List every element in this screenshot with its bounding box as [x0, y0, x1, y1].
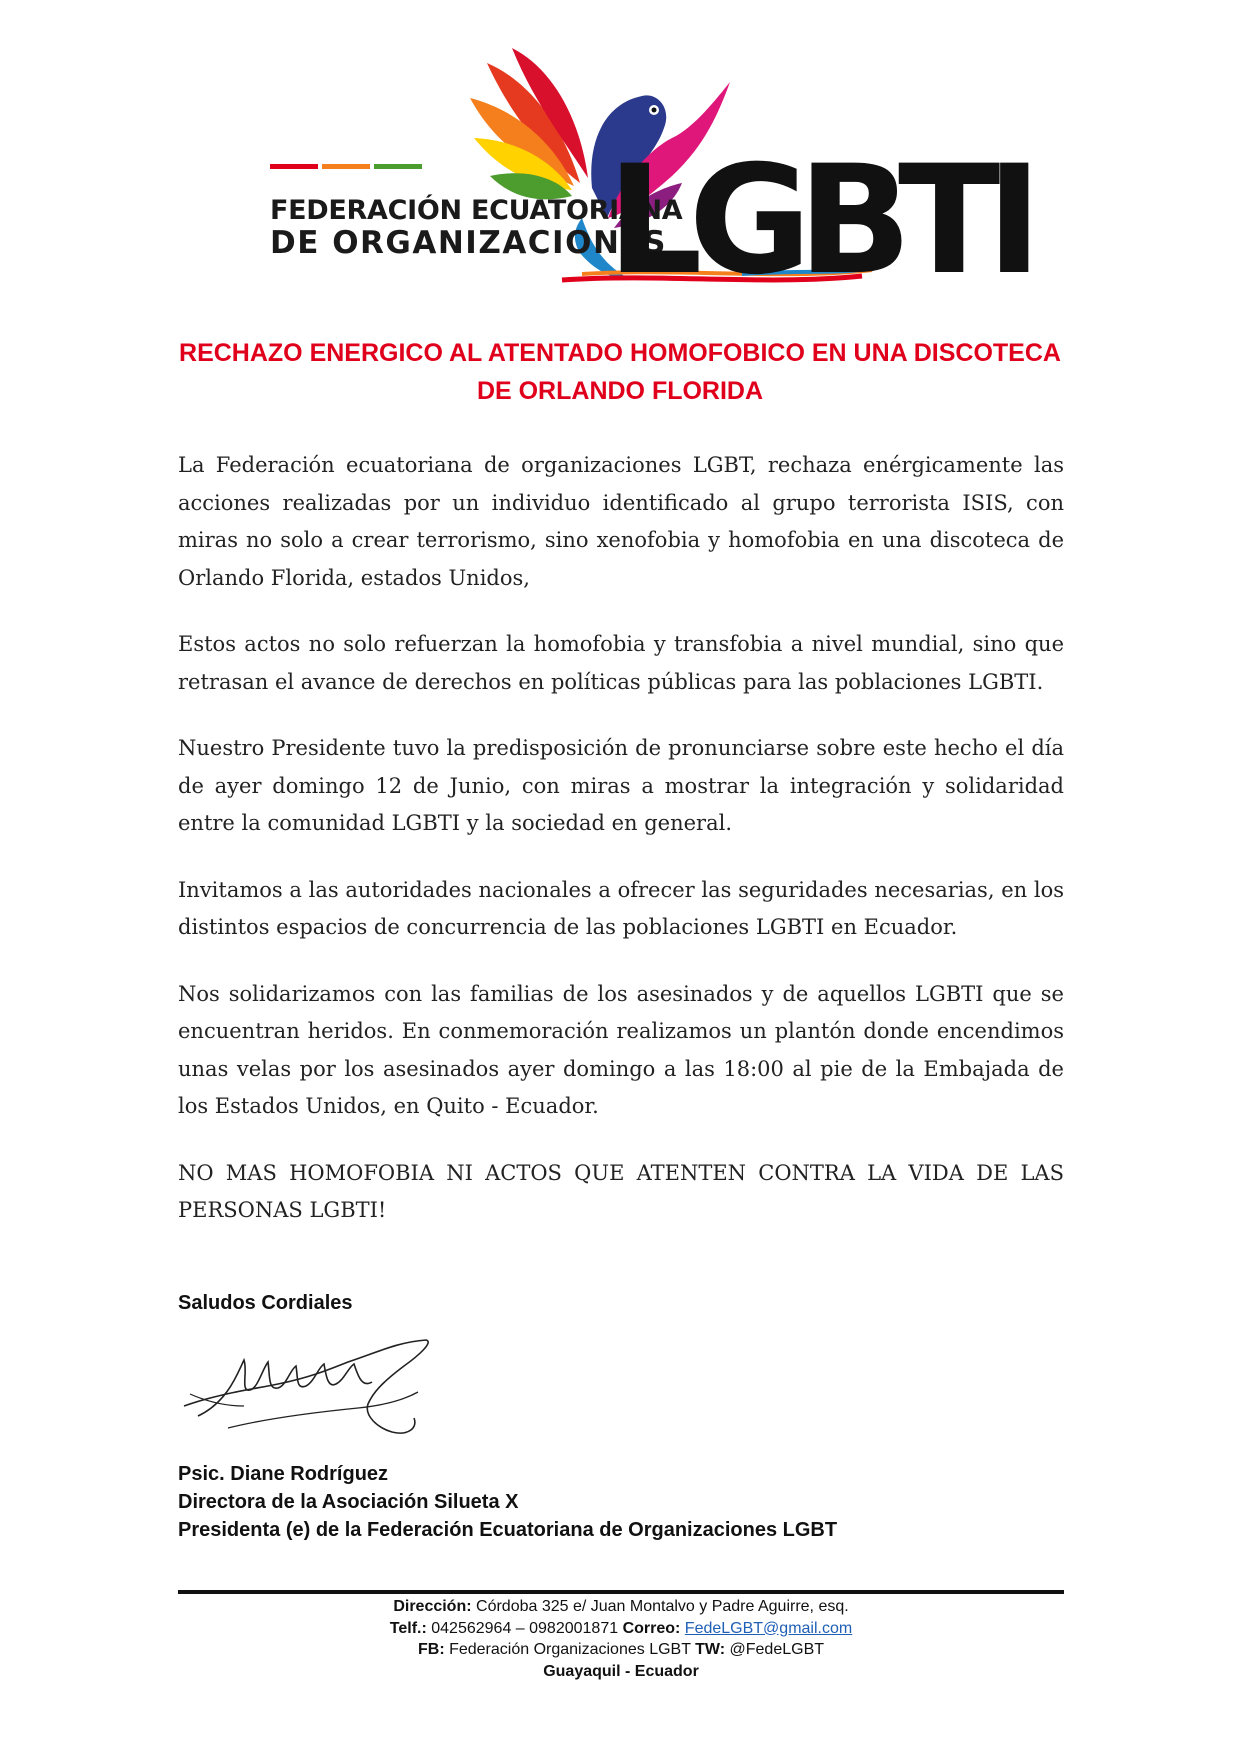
- footer-city-line: [178, 1661, 1064, 1683]
- footer-address-line: [178, 1596, 1064, 1618]
- email-link[interactable]: FedeLGBT@gmail.com: [684, 1619, 853, 1637]
- document-title-line1: RECHAZO ENERGICO AL ATENTADO HOMOFOBICO EN UNA DISCOTECA: [179, 339, 1061, 367]
- city-value: Guayaquil - Ecuador: [543, 1662, 699, 1680]
- paragraph-1: La Federación ecuatoriana de organizaciones LGBT, rechaza enérgicamente las acciones realizadas por un individuo identificado al grupo terrorista ISIS, con miras no solo a crear terrorismo, sino xenofobia y homofobia en una discoteca de Orlando Florida, estados Unidos,: [178, 453, 1064, 590]
- organization-name-line2: DE ORGANIZACIONES: [270, 225, 667, 262]
- organization-logo: [262, 18, 1029, 318]
- signer-name: Psic. Diane Rodríguez: [178, 1463, 389, 1485]
- twitter-value: @FedeLGBT: [725, 1641, 825, 1658]
- twitter-label: TW:: [695, 1641, 726, 1658]
- paragraph-2: Estos actos no solo refuerzan la homofobia y transfobia a nivel mundial, sino que retrasan el avance de derechos en políticas públicas para las poblaciones LGBTI.: [178, 632, 1064, 694]
- paragraph-6: NO MAS HOMOFOBIA NI ACTOS QUE ATENTEN CONTRA LA VIDA DE LAS PERSONAS LGBTI!: [178, 1160, 1064, 1222]
- paragraph-5: Nos solidarizamos con las familias de los asesinados y de aquellos LGBTI que se encuentran heridos. En conmemoración realizamos un plantón donde encendimos unas velas por los asesinados ayer domingo a las 18:00 al pie de la Embajada de los Estados Unidos, en Quito - Ecuador.: [178, 981, 1064, 1118]
- phone-value: 042562964 – 0982001871: [426, 1619, 623, 1637]
- footer-contact-line: [178, 1618, 1064, 1640]
- paragraph-3: Nuestro Presidente tuvo la predisposición de pronunciarse sobre este hecho el día de ayer domingo 12 de Junio, con miras a mostrar la integración y solidaridad entre la comunidad LGBTI y la sociedad en general.: [178, 736, 1064, 835]
- signature-icon: [178, 1332, 440, 1444]
- logo-acronym: LGBTI: [607, 134, 1029, 308]
- signature-image: [178, 1332, 440, 1444]
- organization-name-line1: FEDERACIÓN ECUATORIANA: [270, 195, 683, 226]
- document-title: [170, 334, 1070, 410]
- facebook-value: Federación Organizaciones LGBT: [444, 1641, 696, 1658]
- signer-role-1: Directora de la Asociación Silueta X: [178, 1491, 519, 1513]
- address-label: Dirección:: [393, 1598, 472, 1615]
- document-title-line2: DE ORLANDO FLORIDA: [476, 377, 764, 405]
- email-label: Correo:: [622, 1619, 681, 1637]
- address-value: Córdoba 325 e/ Juan Montalvo y Padre Aguirre, esq.: [471, 1598, 849, 1615]
- phone-label: Telf.:: [389, 1619, 427, 1637]
- signature-block: [178, 1460, 837, 1544]
- footer-social-line: [178, 1639, 1064, 1661]
- greeting: Saludos Cordiales: [178, 1292, 353, 1314]
- facebook-label: FB:: [417, 1641, 445, 1658]
- footer-divider: [178, 1590, 1064, 1594]
- signer-role-2: Presidenta (e) de la Federación Ecuatoriana de Organizaciones LGBT: [178, 1519, 838, 1541]
- footer: [178, 1596, 1064, 1682]
- letter-body: [178, 447, 1064, 1259]
- paragraph-4: Invitamos a las autoridades nacionales a ofrecer las seguridades necesarias, en los distintos espacios de concurrencia de las poblaciones LGBTI en Ecuador.: [178, 877, 1064, 939]
